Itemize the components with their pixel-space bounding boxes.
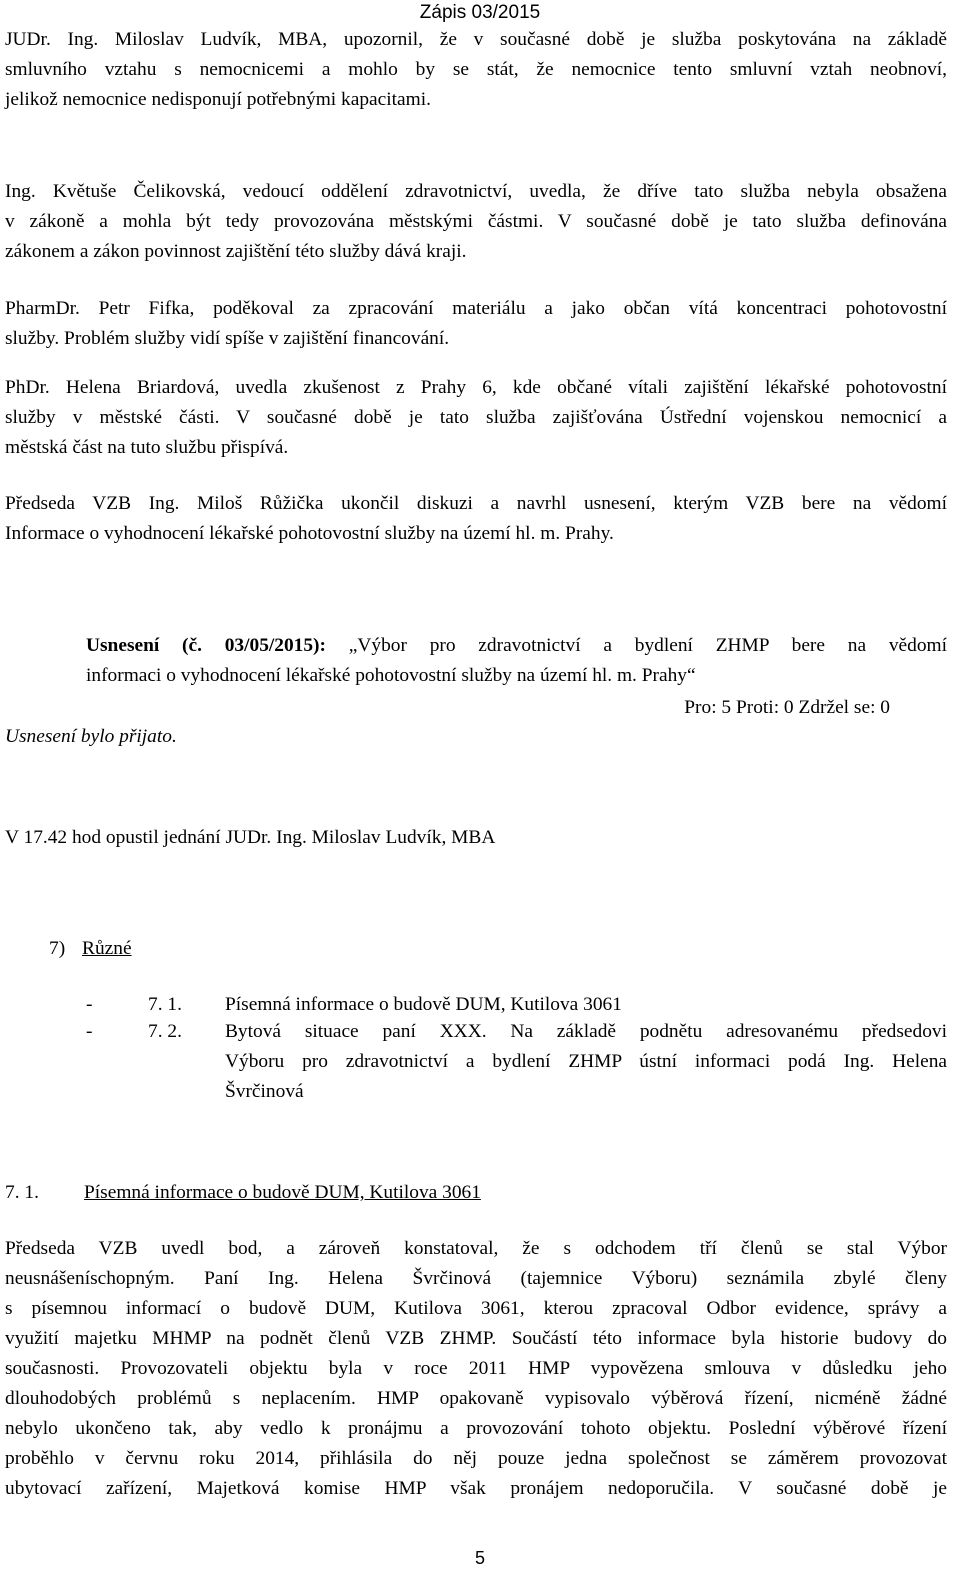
text-line: využití majetku MHMP na podnět členů VZB ZHMP. Součástí této informace byla historie budovy do	[5, 1328, 947, 1349]
page-number: 5	[474, 1548, 485, 1568]
text-line: jelikož nemocnice nedisponují potřebnými kapacitami.	[5, 89, 431, 110]
text-line: Informace o vyhodnocení lékařské pohotovostní služby na území hl. m. Prahy.	[5, 523, 614, 544]
resolution-text: „Výbor pro zdravotnictví a bydlení ZHMP bere na vědomí	[348, 635, 948, 656]
text-line: služby. Problém služby vidí spíše v zajištění financování.	[5, 328, 450, 349]
page-header-title: Zápis 03/2015	[419, 2, 541, 23]
paragraph-fifka	[5, 294, 947, 354]
resolution-line: informaci o vyhodnocení lékařské pohotovostní služby na území hl. m. Prahy“	[86, 665, 696, 686]
resolution	[86, 631, 947, 691]
text-line: smluvního vztahu s nemocnicemi a mohlo by se stát, že nemocnice tento smluvní vztah neobnoví,	[5, 59, 947, 80]
subsection-number: 7. 1.	[5, 1182, 39, 1203]
text-line: Ing. Květuše Čelikovská, vedoucí oddělení zdravotnictví, uvedla, že dříve tato služba nebyla obsažena	[5, 181, 947, 202]
list-dash: -	[86, 1021, 93, 1042]
item-text: Švrčinová	[225, 1081, 304, 1102]
subsection-heading	[5, 1178, 481, 1208]
text-line: ubytovací zařízení, Majetková komise HMP však pronájem nedoporučila. V současné době je	[5, 1478, 947, 1499]
text-line: městská část na tuto službu přispívá.	[5, 437, 289, 458]
paragraph-ruzicka	[5, 489, 947, 549]
text-line: dlouhodobých problémů s neplacením. HMP opakovaně vypisovalo výběrová řízení, nicméně žádné	[5, 1388, 947, 1409]
text-line: Předseda VZB Ing. Miloš Růžička ukončil diskuzi a navrhl usnesení, kterým VZB bere na vědomí	[5, 493, 947, 514]
resolution-vote: Pro: 5 Proti: 0 Zdržel se: 0	[684, 697, 890, 718]
text-line: neusnášeníschopným. Paní Ing. Helena Švrčinová (tajemnice Výboru) seznámila zbylé členy	[5, 1268, 947, 1289]
text-line: PharmDr. Petr Fifka, poděkoval za zpracování materiálu a jako občan vítá koncentraci pohotovostní	[5, 298, 947, 319]
text-line: proběhlo v červnu roku 2014, přihlásila do něj pouze jedna společnost se záměrem provozovat	[5, 1448, 947, 1469]
resolution-line	[86, 631, 947, 661]
text-line: nebylo ukončeno tak, aby vedlo k pronájmu a provozování tohoto objektu. Poslední výběrové řízení	[5, 1418, 947, 1439]
item-text: Bytová situace paní XXX. Na základě podnětu adresovanému předsedovi	[225, 1021, 947, 1042]
item-number: 7. 1.	[148, 994, 182, 1015]
section-7-item	[86, 1017, 947, 1107]
text-line: současnosti. Provozovateli objektu byla v roce 2011 HMP vypovězena smlouva v důsledku jeho	[5, 1358, 947, 1379]
subsection-title: Písemná informace o budově DUM, Kutilova 3061	[84, 1182, 481, 1203]
text-line: JUDr. Ing. Miloslav Ludvík, MBA, upozornil, že v současné době je služba poskytována na základě	[5, 29, 947, 50]
resolution-result: Usnesení bylo přijato.	[5, 726, 177, 747]
paragraph-ludvik	[5, 25, 947, 115]
paragraph-celikovska	[5, 177, 947, 267]
text-line: PhDr. Helena Briardová, uvedla zkušenost z Prahy 6, kde občané vítali zajištění lékařské pohotovostní	[5, 377, 947, 398]
section-number: 7)	[49, 938, 66, 959]
item-text: Písemná informace o budově DUM, Kutilova 3061	[225, 994, 622, 1015]
text-line: s písemnou informací o budově DUM, Kutilova 3061, kterou zpracoval Odbor evidence, správy a	[5, 1298, 947, 1319]
section-7-heading	[49, 934, 132, 964]
list-dash: -	[86, 994, 93, 1015]
text-line: v zákoně a mohla být tedy provozována městskými částmi. V současné době je tato služba definována	[5, 211, 947, 232]
item-text: Výboru pro zdravotnictví a bydlení ZHMP ústní informaci podá Ing. Helena	[225, 1051, 947, 1072]
departure-note: V 17.42 hod opustil jednání JUDr. Ing. Miloslav Ludvík, MBA	[5, 827, 496, 848]
text-line: zákonem a zákon povinnost zajištění této služby dává kraji.	[5, 241, 467, 262]
subsection-body	[5, 1234, 947, 1504]
text-line: Předseda VZB uvedl bod, a zároveň konstatoval, že s odchodem tří členů se stal Výbor	[5, 1238, 947, 1259]
section-7-item	[86, 990, 947, 1020]
paragraph-briardova	[5, 373, 947, 463]
resolution-label: Usnesení (č. 03/05/2015):	[86, 635, 326, 656]
item-number: 7. 2.	[148, 1021, 182, 1042]
text-line: služby v městské části. V současné době je tato služba zajišťována Ústřední vojenskou nemocnicí a	[5, 407, 947, 428]
section-title: Různé	[82, 938, 132, 959]
